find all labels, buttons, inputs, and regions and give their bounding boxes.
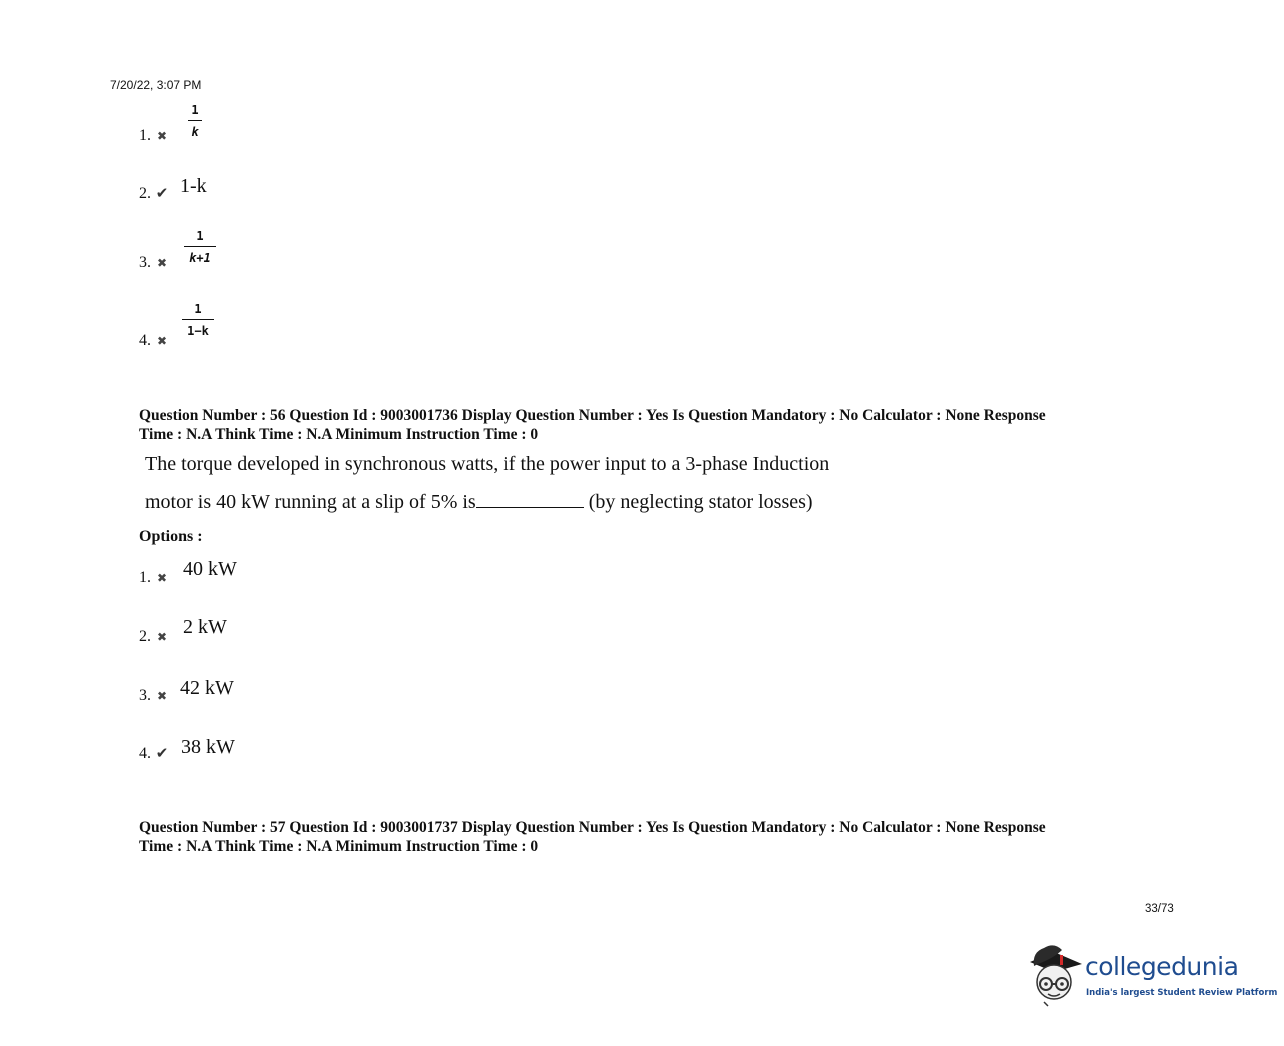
fraction-numerator: 1	[182, 302, 214, 320]
cross-icon: ✖	[156, 689, 168, 703]
fraction-denominator: k	[191, 125, 199, 139]
option-number: 4.	[139, 745, 151, 762]
option-row	[139, 254, 169, 272]
answer-blank	[476, 489, 584, 508]
cross-icon: ✖	[156, 256, 168, 270]
fraction-numerator: 1	[188, 103, 202, 121]
options-label: Options :	[139, 528, 203, 545]
option-row	[139, 569, 169, 587]
option-fraction	[184, 229, 216, 265]
check-icon: ✔	[155, 186, 169, 202]
question-meta-line: Question Number : 56 Question Id : 9003001736 Display Question Number : Yes Is Question Mandatory : No Calculator : None Response	[139, 407, 1046, 424]
option-text: 42 kW	[180, 677, 234, 699]
option-row	[139, 744, 169, 763]
option-text: 1-k	[180, 175, 207, 197]
option-number: 2.	[139, 628, 151, 645]
cross-icon: ✖	[156, 630, 168, 644]
question-text-line: The torque developed in synchronous watts, if the power input to a 3-phase Induction	[145, 453, 830, 475]
question-meta-line: Question Number : 57 Question Id : 9003001737 Display Question Number : Yes Is Question Mandatory : No Calculator : None Response	[139, 819, 1046, 836]
logo-wordmark: collegedunia	[1085, 952, 1239, 981]
option-fraction	[188, 103, 202, 139]
option-number: 1.	[139, 569, 151, 586]
cross-icon: ✖	[156, 129, 168, 143]
collegedunia-mascot-icon	[1024, 940, 1086, 1010]
question-text-line	[145, 483, 829, 521]
option-row	[139, 184, 169, 203]
cross-icon: ✖	[156, 571, 168, 585]
option-number: 4.	[139, 332, 151, 349]
option-number: 1.	[139, 127, 151, 144]
logo-tagline: India's largest Student Review Platform	[1086, 988, 1278, 998]
option-row	[139, 687, 169, 705]
fraction-denominator: 1−k	[187, 324, 209, 338]
question-57-meta	[139, 818, 1169, 856]
print-timestamp: 7/20/22, 3:07 PM	[110, 78, 202, 92]
option-number: 3.	[139, 254, 151, 271]
question-meta	[139, 406, 1169, 444]
option-fraction	[182, 302, 214, 338]
fraction-denominator: k+1	[189, 251, 211, 265]
question-text	[145, 445, 829, 521]
check-icon: ✔	[155, 746, 169, 762]
question-text-part: (by neglecting stator losses)	[583, 491, 813, 513]
question-meta-line: Time : N.A Think Time : N.A Minimum Instruction Time : 0	[139, 426, 539, 443]
page-number: 33/73	[1145, 903, 1174, 915]
option-text: 2 kW	[183, 616, 227, 638]
question-meta-line: Time : N.A Think Time : N.A Minimum Instruction Time : 0	[139, 838, 539, 855]
option-text: 38 kW	[181, 736, 235, 758]
option-row	[139, 628, 169, 646]
option-row	[139, 127, 169, 145]
fraction-numerator: 1	[184, 229, 216, 247]
question-text-part: motor is 40 kW running at a slip of 5% is	[145, 491, 476, 513]
cross-icon: ✖	[156, 334, 168, 348]
option-text: 40 kW	[183, 558, 237, 580]
option-row	[139, 332, 169, 350]
option-number: 3.	[139, 687, 151, 704]
option-number: 2.	[139, 185, 151, 202]
